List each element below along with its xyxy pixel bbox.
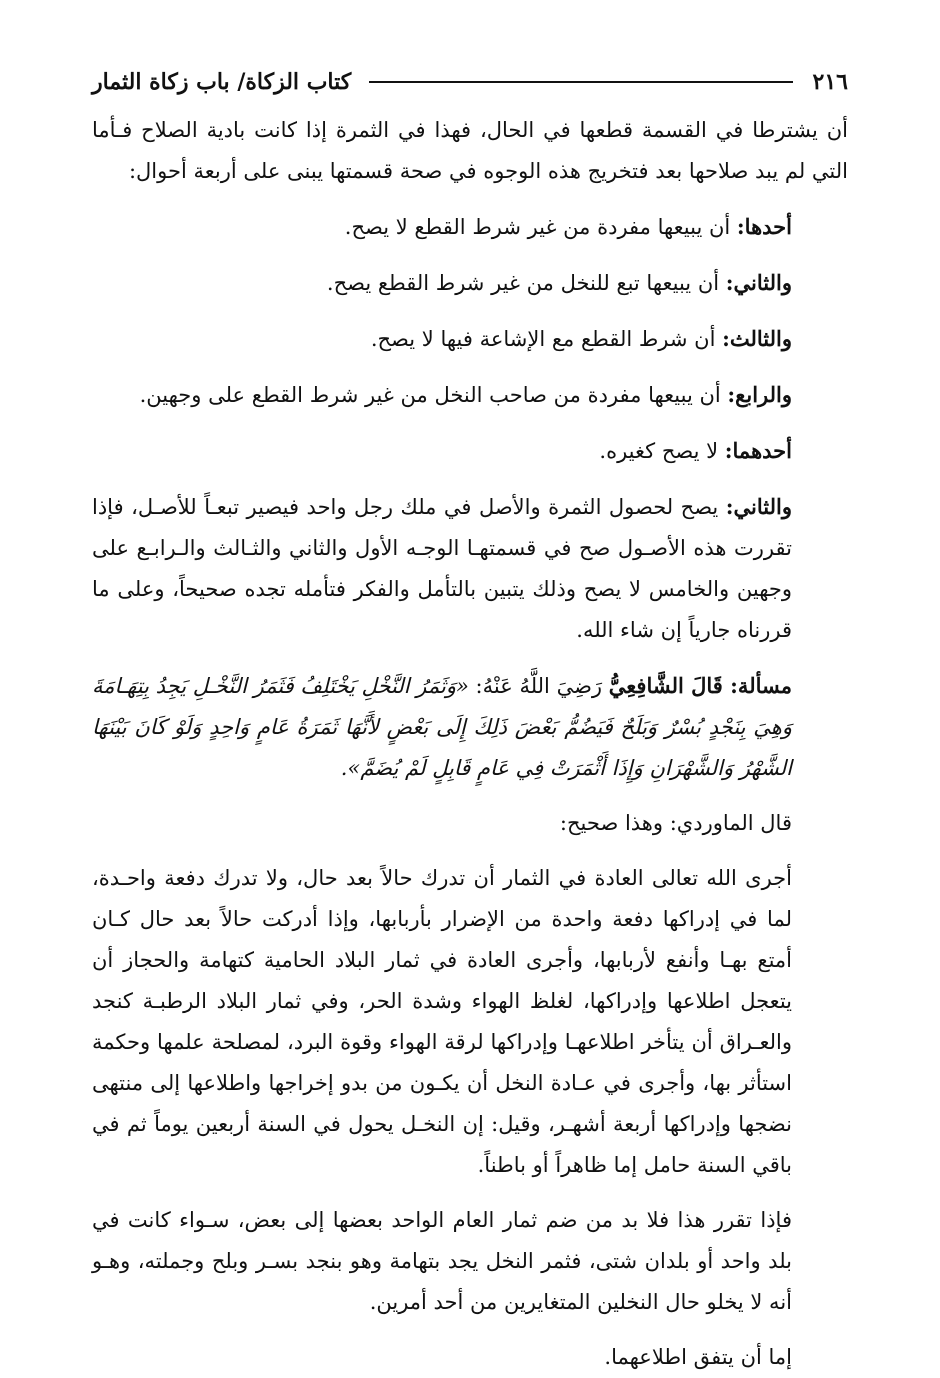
page-number: ٢١٦ xyxy=(812,69,848,95)
case-text: أن يبيعها تبع للنخل من غير شرط القطع يصح. xyxy=(326,271,720,295)
case-item xyxy=(92,374,848,416)
case-label: والثالث: xyxy=(722,326,792,351)
case-label: والرابع: xyxy=(727,382,792,407)
paragraph-final: إما أن يتفق اطلاعهما. xyxy=(604,1345,792,1369)
masala-paragraph xyxy=(92,665,848,789)
case-label: أحدهما: xyxy=(724,438,792,463)
case-label: والثاني: xyxy=(725,270,792,295)
case-text: أن شرط القطع مع الإشاعة فيها لا يصح. xyxy=(370,327,716,351)
case-text: يصح لحصول الثمرة والأصل في ملك رجل واحد فيصير تبعـاً للأصـل، فإذا تقررت هذه الأصـول صح في قسمتهـا الوجـه الأول والثاني والثـالث والـرابـع على وجهين والخامس لا يصح وذلك يتبين بالتأمل والفكر فتأمله تجده صحيحاً، وعلى ما قررناه جارياً إن شاء الله. xyxy=(92,495,792,642)
case-text: لا يصح كغيره. xyxy=(599,439,719,463)
chapter-title: كتاب الزكاة/ باب زكاة الثمار xyxy=(92,69,352,95)
case-item xyxy=(92,430,848,472)
case-item xyxy=(92,318,848,360)
masala-quote: «وَثَمَرُ النَّخْلِ يَخْتَلِفُ فَثَمَرُ النَّخْـلِ يَجِدُ بِتِهَـامَةَ وَهِيَ بِنَجْدٍ بُسْرٌ وَبَلَحٌ فَيَضُمُّ بَعْضَ ذَلِكَ إِلَى بَعْضٍ لأَنَّهَا ثَمَرَةُ عَامٍ وَاحِدٍ وَلَوْ كَانَ بَيْنَهَا الشَّهْرُ وَالشَّهْرَانِ وَإِذَا أَثْمَرَتْ فِي عَامٍ قَابِلٍ لَمْ يُضَمَّ». xyxy=(92,674,792,780)
mawardi-line: قال الماوردي: وهذا صحيح: xyxy=(559,811,792,835)
case-label: أحدها: xyxy=(736,214,792,239)
case-item xyxy=(92,262,848,304)
masala-radi: رَضِيَ اللَّهُ عَنْهُ: xyxy=(475,674,603,698)
case-item xyxy=(92,206,848,248)
header-rule xyxy=(369,81,792,83)
paragraph-combining: فإذا تقرر هذا فلا بد من ضم ثمار العام الواحد بعضها إلى بعض، سـواء كانت في بلد واحد أو بلدان شتى، فثمر النخل يجد بتهامة وهو بنجد بسـر وبلح وجملته، وهـو أنه لا يخلو حال النخلين المتغايرين من أحد أمرين. xyxy=(92,1208,792,1314)
paragraph-ripening: أجرى الله تعالى العادة في الثمار أن تدرك حالاً بعد حال، ولا تدرك دفعة واحـدة، لما في إدراكها دفعة واحدة من الإضرار بأربابها، وإذا أدركت حالاً بعد حال كـان أمتع بهـا وأنفع لأربابها، وأجرى العادة في ثمار البلاد الحامية كتهامة والحجاز أن يتعجل اطلاعها وإدراكها، لغلظ الهواء وشدة الحر، وفي ثمار البلاد الرطبـة كنجد والعـراق أن يتأخر اطلاعهـا وإدراكها لرقة الهواء وقوة البرد، لمصلحة علمها وحكمة استأثر بها، وأجرى في عـادة النخل أن يكـون من بدو إخراجها واطلاعها إلى منتهى نضجها وإدراكها أربعة أشهـر، وقيل: إن النخـل يحول في السنة أربعين يوماً ثم في باقي السنة حامل إما ظاهراً أو باطناً. xyxy=(92,866,792,1177)
case-text: أن يبيعها مفردة من غير شرط القطع لا يصح. xyxy=(344,215,731,239)
masala-label: مسألة: قَالَ الشَّافِعِيُّ xyxy=(608,673,792,698)
paragraph-intro: أن يشترطا في القسمة قطعها في الحال، فهذا في الثمرة إذا كانت بادية الصلاح فـأما التي لم يبد صلاحها بعد فتخريج هذه الوجوه في صحة قسمتها يبنى على أربعة أحوال: xyxy=(92,118,848,183)
case-text: أن يبيعها مفردة من صاحب النخل من غير شرط القطع على وجهين. xyxy=(139,383,721,407)
case-label: والثاني: xyxy=(725,494,792,519)
page-header xyxy=(92,62,848,102)
case-item xyxy=(92,486,848,651)
